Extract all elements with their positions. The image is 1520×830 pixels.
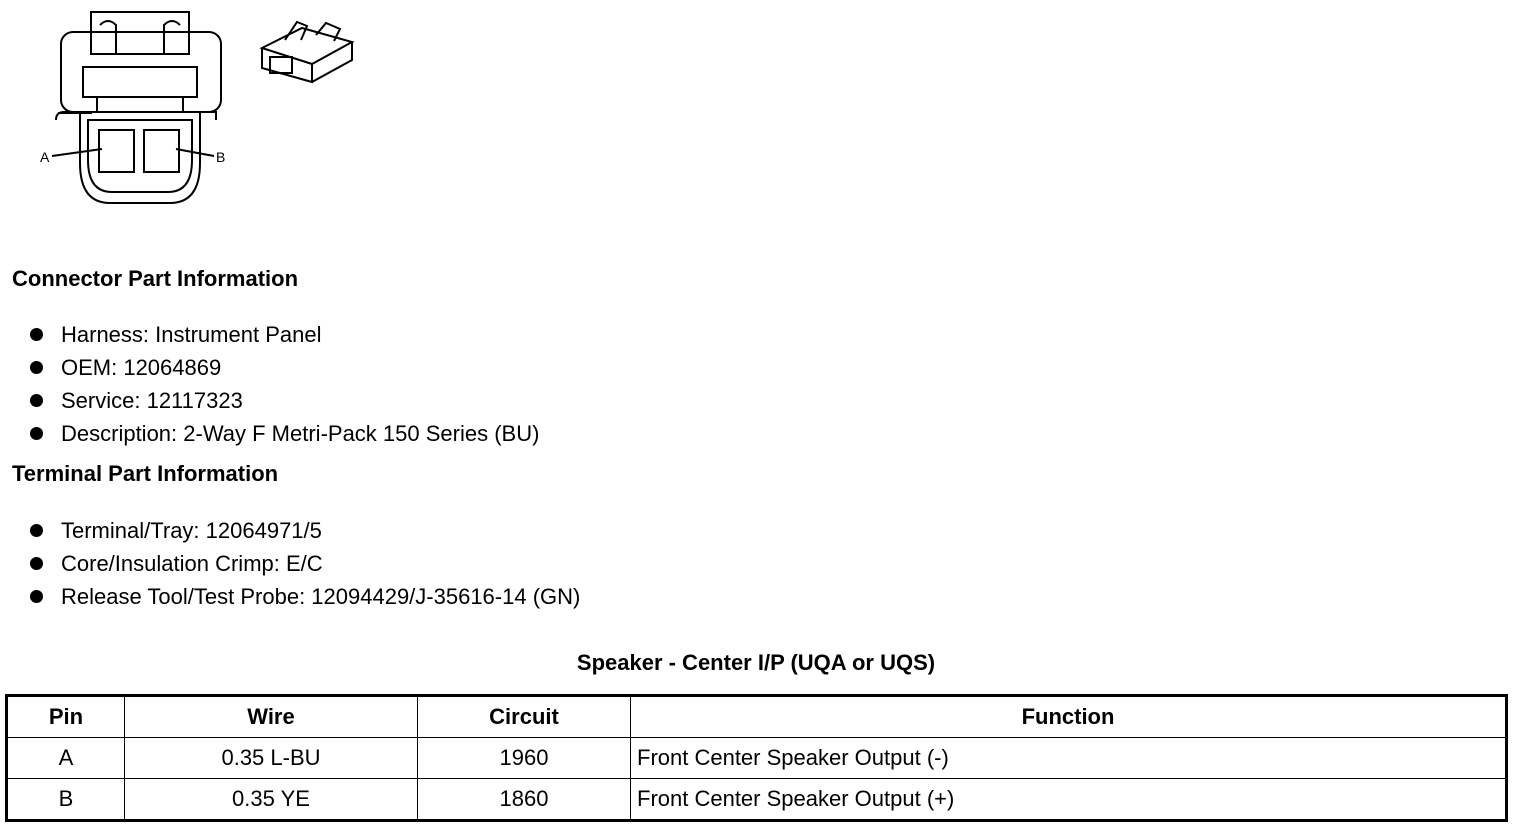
bullet-icon: [30, 524, 43, 537]
terminal-part-list: [30, 514, 580, 613]
list-item: Service: 12117323: [30, 384, 539, 417]
bullet-icon: [30, 394, 43, 407]
cell-pin: A: [7, 738, 125, 779]
bullet-icon: [30, 361, 43, 374]
bullet-icon: [30, 427, 43, 440]
cell-function: Front Center Speaker Output (+): [631, 779, 1507, 821]
list-item: OEM: 12064869: [30, 351, 539, 384]
table-title: Speaker - Center I/P (UQA or UQS): [576, 650, 936, 675]
bullet-icon: [30, 328, 43, 341]
header-circuit: Circuit: [418, 696, 631, 738]
header-pin: Pin: [7, 696, 125, 738]
connector-part-heading: Connector Part Information: [12, 266, 299, 291]
table-header-row: [7, 696, 1507, 738]
terminal-part-heading: Terminal Part Information: [12, 461, 279, 486]
cell-circuit: 1960: [418, 738, 631, 779]
list-item: Description: 2-Way F Metri-Pack 150 Series (BU): [30, 417, 539, 450]
list-item: Core/Insulation Crimp: E/C: [30, 547, 580, 580]
bullet-icon: [30, 557, 43, 570]
table-row: [7, 779, 1507, 821]
list-item: Harness: Instrument Panel: [30, 318, 539, 351]
list-item: Terminal/Tray: 12064971/5: [30, 514, 580, 547]
table-row: [7, 738, 1507, 779]
cell-pin: B: [7, 779, 125, 821]
cell-function: Front Center Speaker Output (-): [631, 738, 1507, 779]
connector-diagram: [30, 5, 360, 210]
header-function: Function: [631, 696, 1507, 738]
pin-label-b: B: [216, 149, 226, 165]
header-wire: Wire: [125, 696, 418, 738]
pin-table: [5, 694, 1508, 822]
cell-circuit: 1860: [418, 779, 631, 821]
list-item: Release Tool/Test Probe: 12094429/J-35616-14 (GN): [30, 580, 580, 613]
cell-wire: 0.35 L-BU: [125, 738, 418, 779]
pin-label-a: A: [40, 149, 50, 165]
cell-wire: 0.35 YE: [125, 779, 418, 821]
bullet-icon: [30, 590, 43, 603]
connector-part-list: [30, 318, 539, 450]
